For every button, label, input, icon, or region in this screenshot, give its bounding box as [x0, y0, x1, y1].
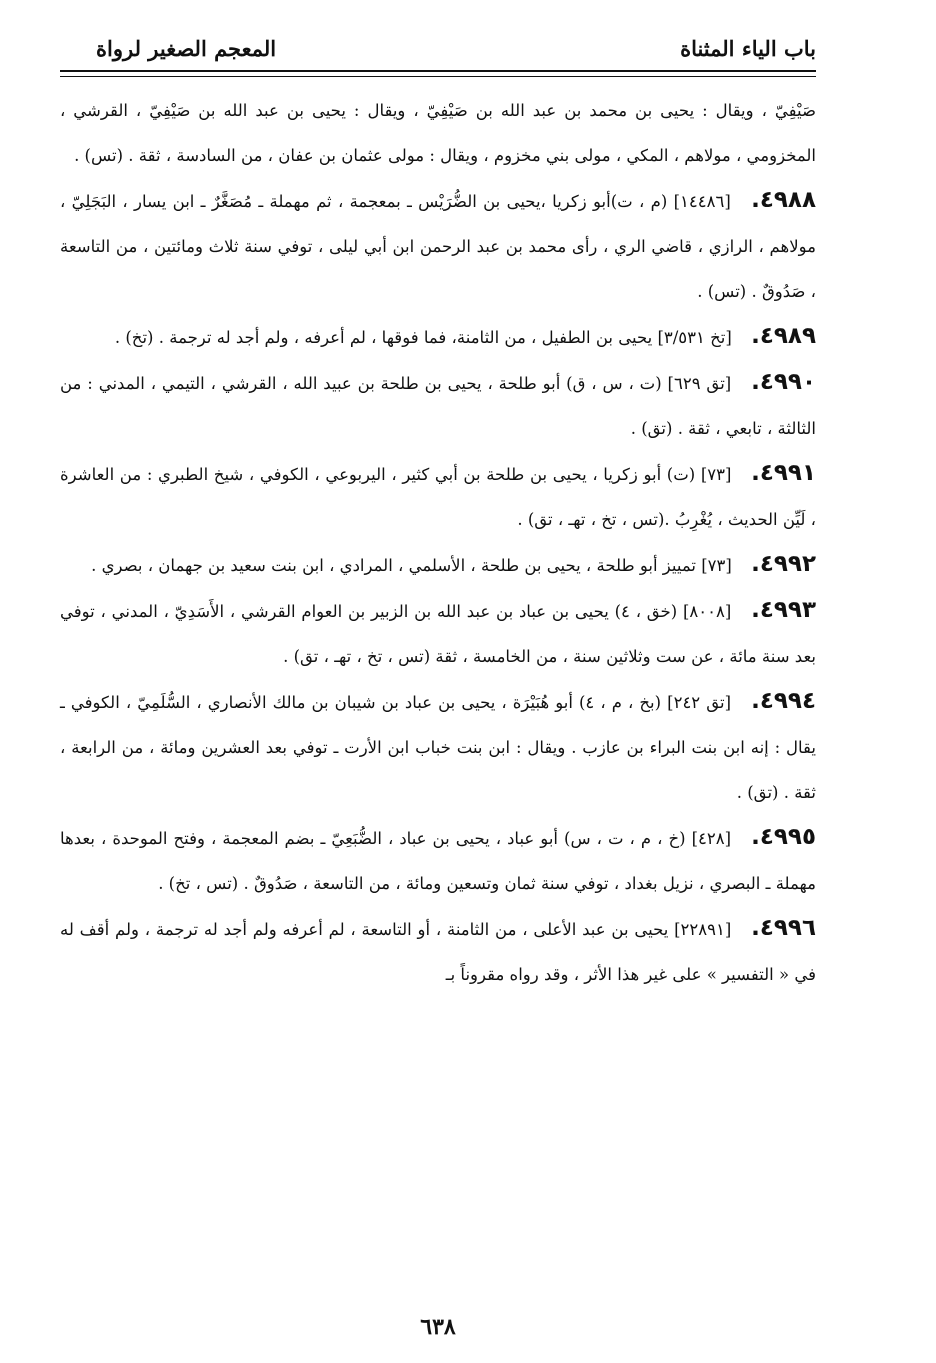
entry-4992 — [60, 542, 816, 588]
entry-number: ٤٩٩٥. — [751, 824, 816, 850]
entry-text: [٢٢٨٩١] يحيى بن عبد الأعلى ، من الثامنة ، أو التاسعة ، لم أعرفه ولم أجد له ترجمة ، ولم أقف له في « التفسير » على غير هذا الأثر ، وقد رواه مقروناً بـ — [60, 920, 816, 984]
entry-4995 — [60, 815, 816, 906]
entry-4996 — [60, 906, 816, 997]
entry-4988 — [60, 178, 816, 314]
entry-text: [١٤٤٨٦] (م ، ت)أبو زكريا ،يحيى بن الضُّرَيْس ـ بمعجمة ، ثم مهملة ـ مُصَغَّرٌ ـ ابن يسار ، البَجَلِيّ ، مولاهم ، الرازي ، قاضي الري ، رأى محمد بن عبد الرحمن ابن أبي ليلى ، توفي سنة ثلاث ومائتين ، من التاسعة ، صَدُوقٌ . (تس) . — [60, 192, 817, 301]
book-title: المعجم الصغير لرواة — [96, 36, 277, 61]
entry-4994 — [60, 679, 816, 815]
entry-number: ٤٩٩٦. — [751, 915, 816, 941]
entry-text: [تق ٢٤٢] (بخ ، م ، ٤) أبو هُبَيْرَة ، يحيى بن عباد بن شيبان بن مالك الأنصاري ، السُّلَمِيّ ، الكوفي ـ يقال : إنه ابن بنت البراء بن عازب . ويقال : ابن بنت خباب ابن الأرت ـ توفي بعد العشرين ومائة ، من الرابعة ، ثقة . (تق) . — [60, 693, 816, 802]
book-page — [60, 30, 816, 1340]
entry-text: [٨٠٠٨] (خق ، ٤) يحيى بن عباد بن عبد الله بن الزبير بن العوام القرشي ، الأَسَدِيّ ، المدني ، توفي بعد سنة مائة ، عن ست وثلاثين سنة ، من الخامسة ، ثقة (تس ، تخ ، تهـ ، تق) . — [60, 602, 816, 666]
entry-number: ٤٩٩٠. — [751, 369, 816, 395]
entry-text: [٧٣] (ت) أبو زكريا ، يحيى بن طلحة بن أبي كثير ، اليربوعي ، الكوفي ، شيخ الطبري : من العاشرة ، لَيِّن الحديث ، يُغْرِبُ .(تس ، تخ ، تهـ ، تق) . — [60, 465, 816, 529]
entry-continuation — [60, 88, 816, 178]
header-rule — [60, 70, 816, 77]
entry-4990 — [60, 360, 816, 451]
page-number: ٦٣٨ — [420, 1314, 456, 1340]
chapter-title: باب الياء المثناة — [680, 36, 816, 61]
entry-number: ٤٩٩٣. — [751, 597, 816, 623]
entry-4991 — [60, 451, 816, 542]
entry-text: [٤٢٨] (خ ، م ، ت ، س) أبو عباد ، يحيى بن عباد ، الضُّبَعِيّ ـ بضم المعجمة ، وفتح الموحدة ، بعدها مهملة ـ البصري ، نزيل بغداد ، توفي سنة ثمان وتسعين ومائة ، من التاسعة ، صَدُوقٌ . (تس ، تخ) . — [60, 829, 816, 893]
entry-text: صَيْفِيّ ، ويقال : يحيى بن محمد بن عبد الله بن صَيْفِيّ ، ويقال : يحيى بن عبد الله بن صَيْفِيّ ، القرشي ، المخزومي ، مولاهم ، المكي ، مولى بني مخزوم ، ويقال : مولى عثمان بن عفان ، من السادسة ، ثقة . (تس) . — [60, 101, 816, 165]
entry-text: [٧٣] تمييز أبو طلحة ، يحيى بن طلحة ، الأسلمي ، المرادي ، ابن بنت سعيد بن جهمان ، بصري . — [91, 556, 732, 575]
running-header — [60, 30, 816, 68]
entry-4993 — [60, 588, 816, 679]
entry-number: ٤٩٩٢. — [751, 551, 816, 577]
entry-text: [تخ ٣/٥٣١] يحيى بن الطفيل ، من الثامنة، فما فوقها ، لم أعرفه ، ولم أجد له ترجمة . (تخ) . — [114, 328, 732, 347]
entry-number: ٤٩٨٩. — [751, 323, 816, 349]
entry-number: ٤٩٩١. — [751, 460, 816, 486]
entry-number: ٤٩٨٨. — [751, 187, 816, 213]
page-body — [60, 88, 816, 997]
entry-number: ٤٩٩٤. — [751, 688, 816, 714]
entry-text: [تق ٦٢٩] (ت ، س ، ق) أبو طلحة ، يحيى بن طلحة بن عبيد الله ، القرشي ، التيمي ، المدني : من الثالثة ، تابعي ، ثقة . (تق) . — [60, 374, 816, 438]
entry-4989 — [60, 314, 816, 360]
